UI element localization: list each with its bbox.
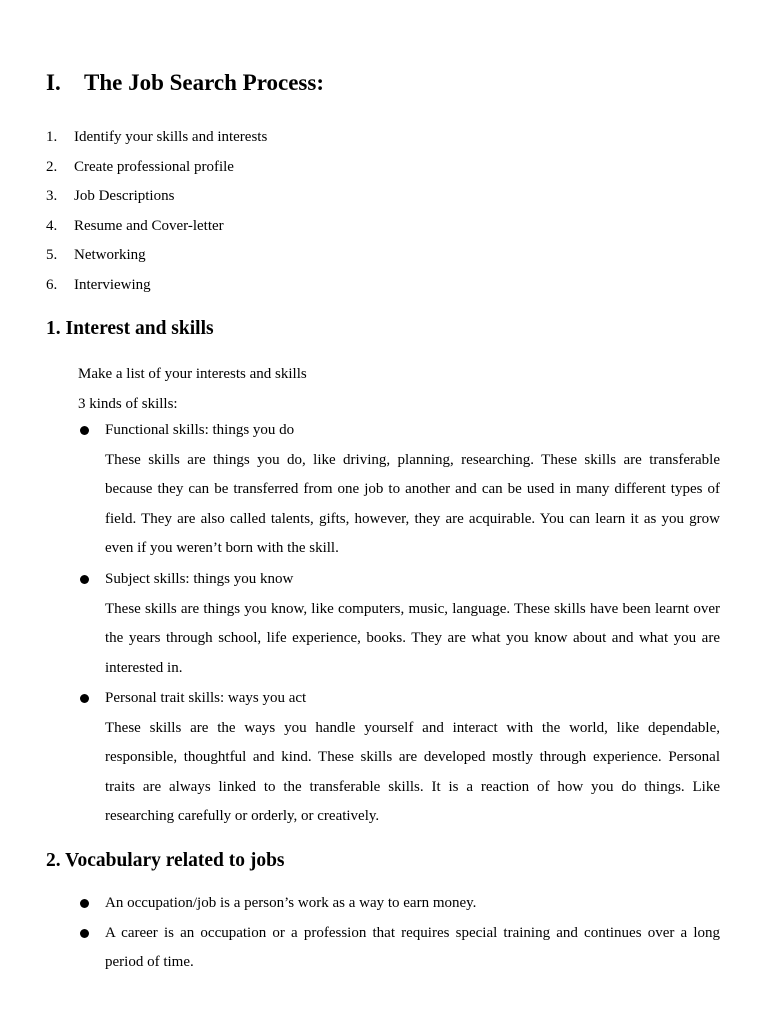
section-heading-vocabulary: 2. Vocabulary related to jobs <box>46 850 285 871</box>
list-item <box>46 272 267 302</box>
list-item-text: Identify your skills and interests <box>74 129 268 145</box>
list-item-number: 3. <box>46 188 58 205</box>
list-item <box>46 213 267 243</box>
skill-description: These skills are things you do, like driving, planning, researching. These skills are transferable because they can be transferred from one job to another and can be used in many different types of field. They are also called talents, gifts, however, they are acquirable. You can learn it as you grow even if you weren’t born with the skill. <box>105 451 720 557</box>
vocab-text: An occupation/job is a person’s work as a way to earn money. <box>105 895 477 911</box>
skill-label: Subject skills: things you know <box>105 571 294 587</box>
list-item <box>46 183 267 213</box>
section1-intro <box>78 360 307 419</box>
list-item <box>46 242 267 272</box>
skill-label-row <box>78 565 720 595</box>
vocabulary-list <box>78 889 720 978</box>
skill-label: Functional skills: things you do <box>105 422 295 438</box>
vocab-text: A career is an occupation or a profession that requires special training and continues over a long period of time. <box>105 924 720 971</box>
intro-line: 3 kinds of skills: <box>78 395 178 412</box>
list-item-number: 5. <box>46 247 58 264</box>
main-heading-number: I. <box>46 70 61 95</box>
list-item-number: 4. <box>46 217 58 234</box>
list-item-text: Resume and Cover-letter <box>74 217 224 234</box>
list-item-number: 2. <box>46 158 58 175</box>
bullet-icon <box>80 929 89 938</box>
skill-label: Personal trait skills: ways you act <box>105 690 307 706</box>
list-item <box>46 124 267 154</box>
list-item-text: Job Descriptions <box>74 188 175 205</box>
skill-description: These skills are things you know, like computers, music, language. These skills have been learnt over the years through school, life experience, books. They are what you know about and what you are interested in. <box>105 600 720 676</box>
skill-block-personal-trait <box>78 684 720 832</box>
skill-label-row <box>78 416 720 446</box>
list-item-text: Networking <box>74 247 146 264</box>
list-item <box>78 889 720 919</box>
list-item <box>78 919 720 978</box>
intro-line: Make a list of your interests and skills <box>78 366 307 382</box>
bullet-icon <box>80 575 89 584</box>
bullet-icon <box>80 694 89 703</box>
list-item <box>46 154 267 184</box>
bullet-icon <box>80 899 89 908</box>
main-heading <box>46 68 324 98</box>
section-heading-interest-skills: 1. Interest and skills <box>46 318 214 339</box>
list-item-number: 1. <box>46 129 58 145</box>
list-item-text: Interviewing <box>74 276 151 293</box>
skill-block-subject <box>78 565 720 683</box>
bullet-icon <box>80 426 89 435</box>
list-item-text: Create professional profile <box>74 158 234 175</box>
job-search-steps-list <box>46 124 267 302</box>
skill-description: These skills are the ways you handle yourself and interact with the world, like dependable, responsible, thoughtful and kind. These skills are developed mostly through experience. Personal traits are always linked to the transferable skills. It is a reaction of how you do things. Like researching carefully or orderly, or creatively. <box>105 719 720 825</box>
skill-label-row <box>78 684 720 714</box>
main-heading-title: The Job Search Process: <box>84 70 324 95</box>
skill-block-functional <box>78 416 720 564</box>
list-item-number: 6. <box>46 276 58 293</box>
